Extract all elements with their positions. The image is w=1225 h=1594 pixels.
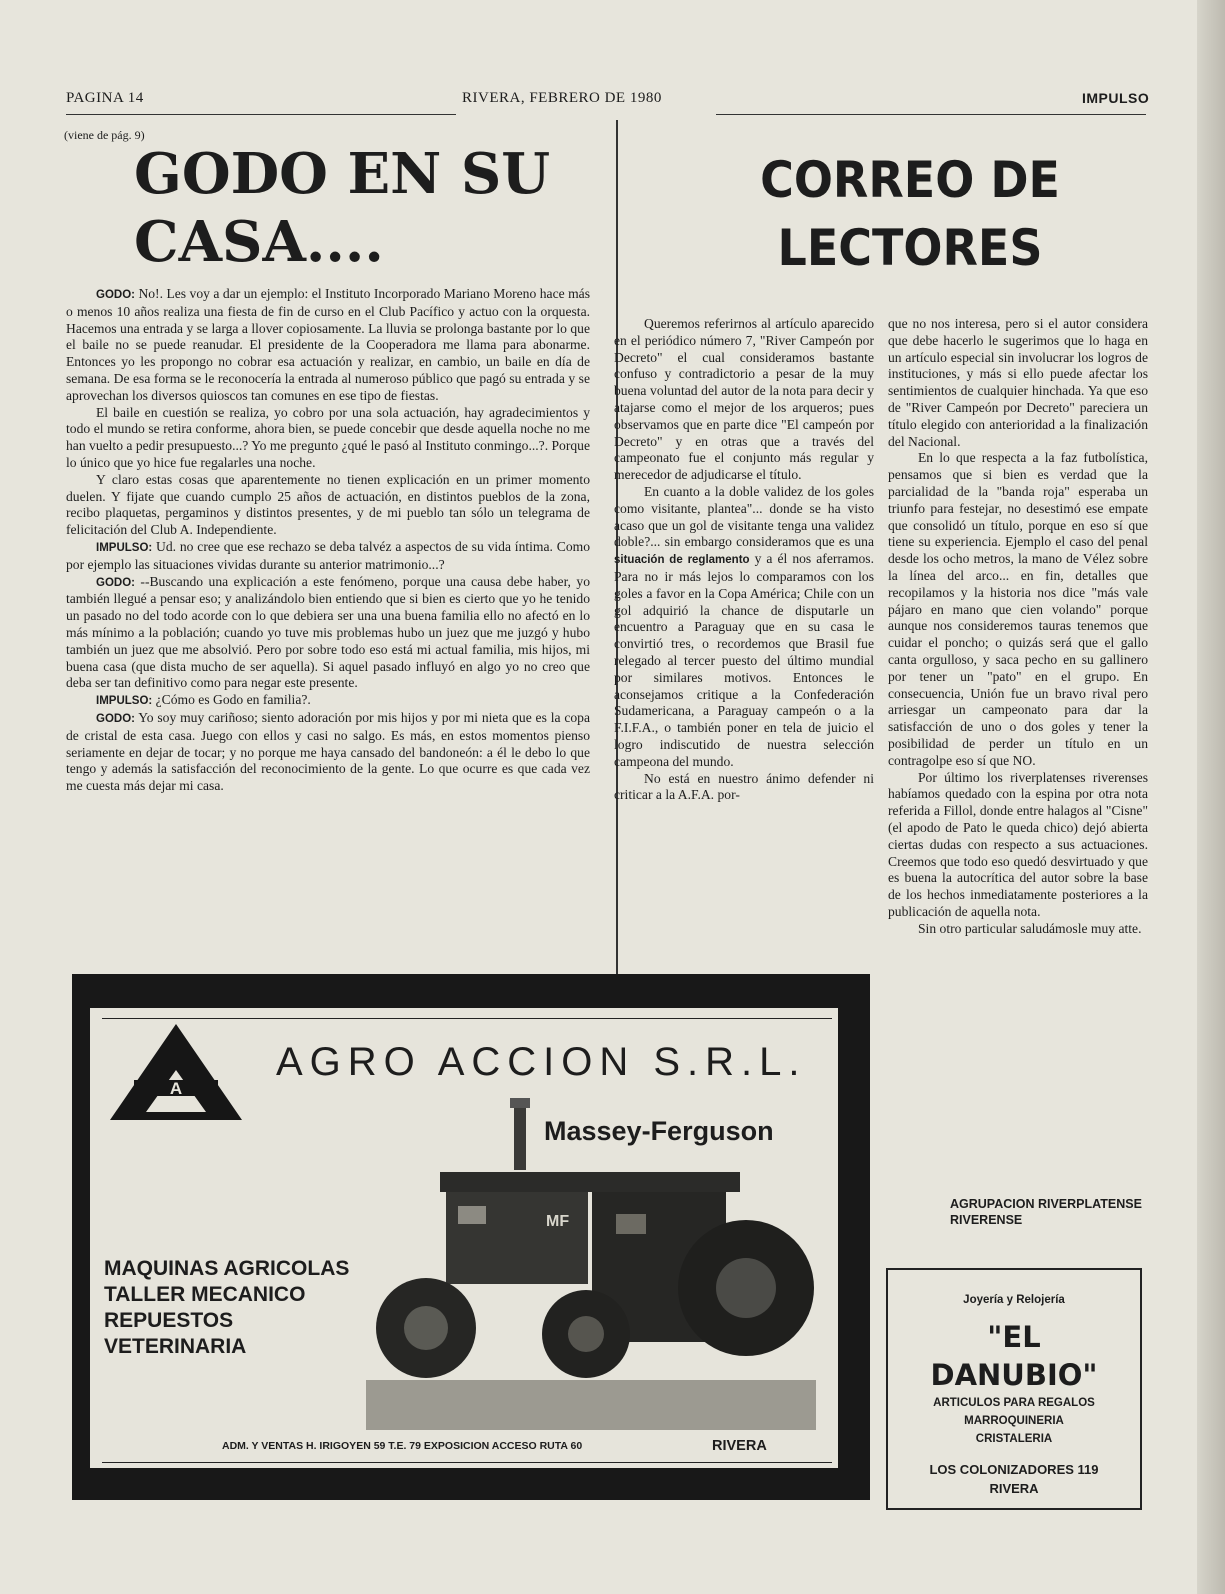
letters-column-1 bbox=[614, 316, 874, 804]
paragraph-text: No está en nuestro ánimo defender ni criticar a la A.F.A. por- bbox=[614, 770, 874, 803]
massey-ferguson-brand: Massey-Ferguson bbox=[544, 1116, 774, 1146]
paragraph-text: El baile en cuestión se realiza, yo cobro por una sola actuación, hay agradecimientos y todo el mundo se retira conforme, ahora bien, se puede concebir que desde aquella noche no me han vuelto a pedir presupuesto...? Yo me pregunto ¿qué le pasó al Instituto conmingo...?. Porque lo único que yo hice fue regalarles una noche. bbox=[66, 404, 591, 470]
speaker-label: IMPULSO: bbox=[96, 541, 153, 554]
service-item: TALLER MECANICO bbox=[104, 1283, 306, 1306]
letter-paragraph bbox=[614, 316, 874, 484]
agro-address: ADM. Y VENTAS H. IRIGOYEN 59 T.E. 79 EXPOSICION ACCESO RUTA 60 bbox=[222, 1440, 583, 1452]
letter-paragraph: que no nos interesa, pero si el autor considera que debe hacerlo le sugerimos que lo haga en un artículo especial sin involucrar los logros de instituciones, y más si ello puede afectar los sentimientos de cualquier hinchada. Ya que eso de "River Campeón por Decreto" pareciera un título elegido con anterioridad a la finalización del Nacional. bbox=[888, 316, 1148, 449]
letters-headline bbox=[717, 146, 1103, 282]
header-rule-left bbox=[66, 114, 456, 115]
interview-headline bbox=[134, 140, 604, 276]
letters-column-2 bbox=[888, 316, 1148, 937]
danubio-name bbox=[888, 1318, 1140, 1394]
interview-paragraph bbox=[66, 692, 590, 710]
danubio-kicker: Joyería y Relojería bbox=[963, 1294, 1065, 1306]
headline-line-2: CASA.... bbox=[134, 209, 384, 275]
paragraph-text: y a él nos aferramos. Para no ir más lejos lo comparamos con los goles a favor en la Copa América; Chile con un gol adquirió la chance de disputarle un encuentro a Paraguay que en su casa le convirtió tres, o recordemos que Brasil fue relegado al tercer puesto del último mundial por similares motivos. Entonces le aconsejamos critique a la Confederación Sudamericana, a Paraguay campeón o a la F.I.F.A., o también poner en tela de juicio el logro indiscutido de nuestra selección campeona del mundo. bbox=[614, 551, 875, 769]
danubio-city: RIVERA bbox=[989, 1481, 1039, 1496]
emphasis-text: situación de reglamento bbox=[614, 554, 750, 567]
letter-paragraph: Por último los riverplatenses riverenses habíamos quedado con la espina por otra nota referida a Fillol, donde entre halagos al "Cisne" (el apodo de Pato le queda chico) dejó abierta ciertas dudas con respecto a sus actuaciones. Creemos que todo eso quedó desvirtuado y que es buena la autocrítica del autor sobre la base de los hechos inmediatamente posteriores a la publicación de aquella nota. bbox=[888, 769, 1148, 919]
interview-paragraph bbox=[66, 405, 590, 472]
danubio-address-block bbox=[888, 1460, 1140, 1498]
danubio-address: LOS COLONIZADORES 119 bbox=[929, 1462, 1099, 1477]
service-item: VETERINARIA bbox=[104, 1335, 247, 1358]
interview-body bbox=[66, 286, 590, 795]
paragraph-text: --Buscando una explicación a este fenómeno, porque una causa debe haber, yo también llegué a pensar eso; y analizándolo bien entiendo que si bien es cierto que yo he tenido un pasado no del todo acorde con lo que debiera ser una una buena familia ello no afectó en lo más mínimo a la población; cuando yo tuve mis problemas hubo un juez que me juzgó y hubo también un juez que me absolvió. Pero por sobre todo eso está mi actual familia, mis hijos, mi buena casa (que dista mucho de ser aquella). Si aquel pasado influyó en algo yo no creo que deba ser tan definitivo como para negar este presente. bbox=[66, 573, 590, 691]
letter-paragraph bbox=[614, 484, 874, 771]
paragraph-text: Queremos referirnos al artículo aparecido en el periódico número 7, "River Campeón por Decreto" el cual consideramos bastante confuso y contradictorio a pesar de la muy buena voluntad del autor de la nota para decir y atajarse como el mejor de los arqueros; pues observamos que en parte dice "El campeón por Decreto" y en otras que a través del campeonato fue el conjunto más regular y merecedor de adjudicarse el título. bbox=[614, 316, 874, 483]
speaker-label: GODO: bbox=[96, 712, 135, 725]
paragraph-text: No!. Les voy a dar un ejemplo: el Instituto Incorporado Mariano Moreno hace más o menos 10 años realiza una fiesta de fin de curso en el Club Pacífico y actuo con la orquesta. Hacemos una entrada y se larga a llover copiosamente. La lluvia se prolonga bastante por lo que el baile no se puede reanudar. El presidente de la Cooperadora me llama para abonarme. Entonces yo les propongo no cobrar esa actuación y realizar, en cambio, un baile en día de semana. De esa forma se le reconocería la entrada al numeroso público que pagó su entrada y se aprovechan los diversos quioscos tan comunes en ese tipo de fiestas. bbox=[66, 286, 590, 403]
letters-headline-line-1: CORREO DE bbox=[760, 151, 1060, 209]
interview-paragraph bbox=[66, 472, 590, 539]
service-item: MAQUINAS AGRICOLAS bbox=[104, 1257, 350, 1280]
speaker-label: GODO: bbox=[96, 576, 135, 589]
interview-paragraph bbox=[66, 710, 590, 795]
signature-line-2: RIVERENSE bbox=[950, 1213, 1023, 1227]
continued-note: (viene de pág. 9) bbox=[64, 128, 145, 142]
masthead: IMPULSO bbox=[1082, 90, 1150, 106]
speaker-label: IMPULSO: bbox=[96, 695, 153, 708]
dateline: RIVERA, FEBRERO DE 1980 bbox=[462, 90, 662, 106]
header-rule-right bbox=[716, 114, 1146, 115]
letter-paragraph bbox=[614, 771, 874, 805]
product-item: MARROQUINERIA bbox=[964, 1415, 1064, 1427]
tractor-badge: MF bbox=[546, 1213, 570, 1230]
letter-signature bbox=[950, 1196, 1142, 1228]
el-danubio-ad bbox=[886, 1268, 1142, 1510]
speaker-label: GODO: bbox=[96, 289, 135, 301]
agro-accion-logo-icon bbox=[106, 1020, 246, 1124]
ad-bottom-rule bbox=[102, 1462, 832, 1463]
interview-paragraph bbox=[66, 539, 590, 574]
services-list bbox=[104, 1256, 349, 1360]
page-edge-shadow bbox=[1197, 0, 1225, 1594]
danubio-name-line-1: "EL bbox=[987, 1320, 1041, 1354]
danubio-name-line-2: DANUBIO" bbox=[930, 1358, 1098, 1392]
interview-paragraph bbox=[66, 286, 590, 405]
agro-company-name: AGRO ACCION S.R.L. bbox=[276, 1040, 807, 1084]
signature-line-1: AGRUPACION RIVERPLATENSE bbox=[950, 1197, 1142, 1211]
product-item: ARTICULOS PARA REGALOS bbox=[933, 1397, 1095, 1409]
ad-top-rule bbox=[102, 1018, 832, 1019]
logo-letter: A bbox=[169, 1079, 183, 1098]
page-number: PAGINA 14 bbox=[66, 90, 144, 106]
letters-headline-line-2: LECTORES bbox=[777, 219, 1043, 277]
product-item: CRISTALERIA bbox=[975, 1433, 1053, 1445]
agro-city: RIVERA bbox=[712, 1438, 767, 1454]
paragraph-text: ¿Cómo es Godo en familia?. bbox=[152, 692, 311, 708]
letter-paragraph: En lo que respecta a la faz futbolística, pensamos que si bien es verdad que la parcialidad de la "banda roja" esperaba un triunfo para festejar, no desestimó ese empate que consolidó un título, porque en eso sí que tiene su experiencia. Ejemplo el caso del penal desde los ocho metros, la mano de Vélez sobre la línea del arco... en fin, detalles que recopilamos y la historia nos dice "más vale pájaro en mano que cien volando" porque aunque nos consideremos tauras tenemos que cuidar el poncho; o quizás será que el gallo canta orgulloso, y saca pecho en su gallinero por tener un "pato" en el grupo. En consecuencia, Unión fue un bravo rival pero arriesgar un campeonato para dar la satisfacción de uno o dos goles y tener la posibilidad de perder un título en un contragolpe eso sí que NO. bbox=[888, 450, 1148, 768]
interview-paragraph bbox=[66, 574, 590, 693]
paragraph-text: Y claro estas cosas que aparentemente no tienen explicación en un primer momento duelen. Y fijate que cuando cumplo 25 años de actuación, en distintos pueblos de la zona, recibo plaquetas, pergaminos y distintos presentes, y de mi pueblo tan sólo un telegrama de felicitación del Club A. Independiente. bbox=[66, 471, 590, 538]
danubio-products bbox=[888, 1394, 1140, 1448]
headline-line-1: GODO EN SU bbox=[134, 141, 551, 207]
letter-paragraph: Sin otro particular saludámosle muy atte. bbox=[918, 920, 1142, 936]
paragraph-text: Yo soy muy cariñoso; siento adoración por mis hijos y por mi nieta que es la copa de cristal de esta casa. Juego con ellos y casi no salgo. Es más, en estos momentos pienso seriamente en dejar de tocar; y no porque me haya cansado del bandoneón: a él le debo lo que tengo y además la satisfacción del reconocimiento de la gente. Lo que ocurre es que cada vez me cuesta más dejar mi casa. bbox=[66, 709, 590, 794]
paragraph-text: Ud. no cree que ese rechazo se deba talvéz a aspectos de su vida íntima. Como por ejemplo las situaciones vividas durante su anterior matrimonio...? bbox=[66, 538, 590, 572]
service-item: REPUESTOS bbox=[104, 1309, 234, 1332]
paragraph-text: En cuanto a la doble validez de los goles como visitante, plantea"... donde se ha visto acaso que un gol de visitante tenga una validez doble?... sin embargo consideramos que es una bbox=[614, 483, 874, 550]
